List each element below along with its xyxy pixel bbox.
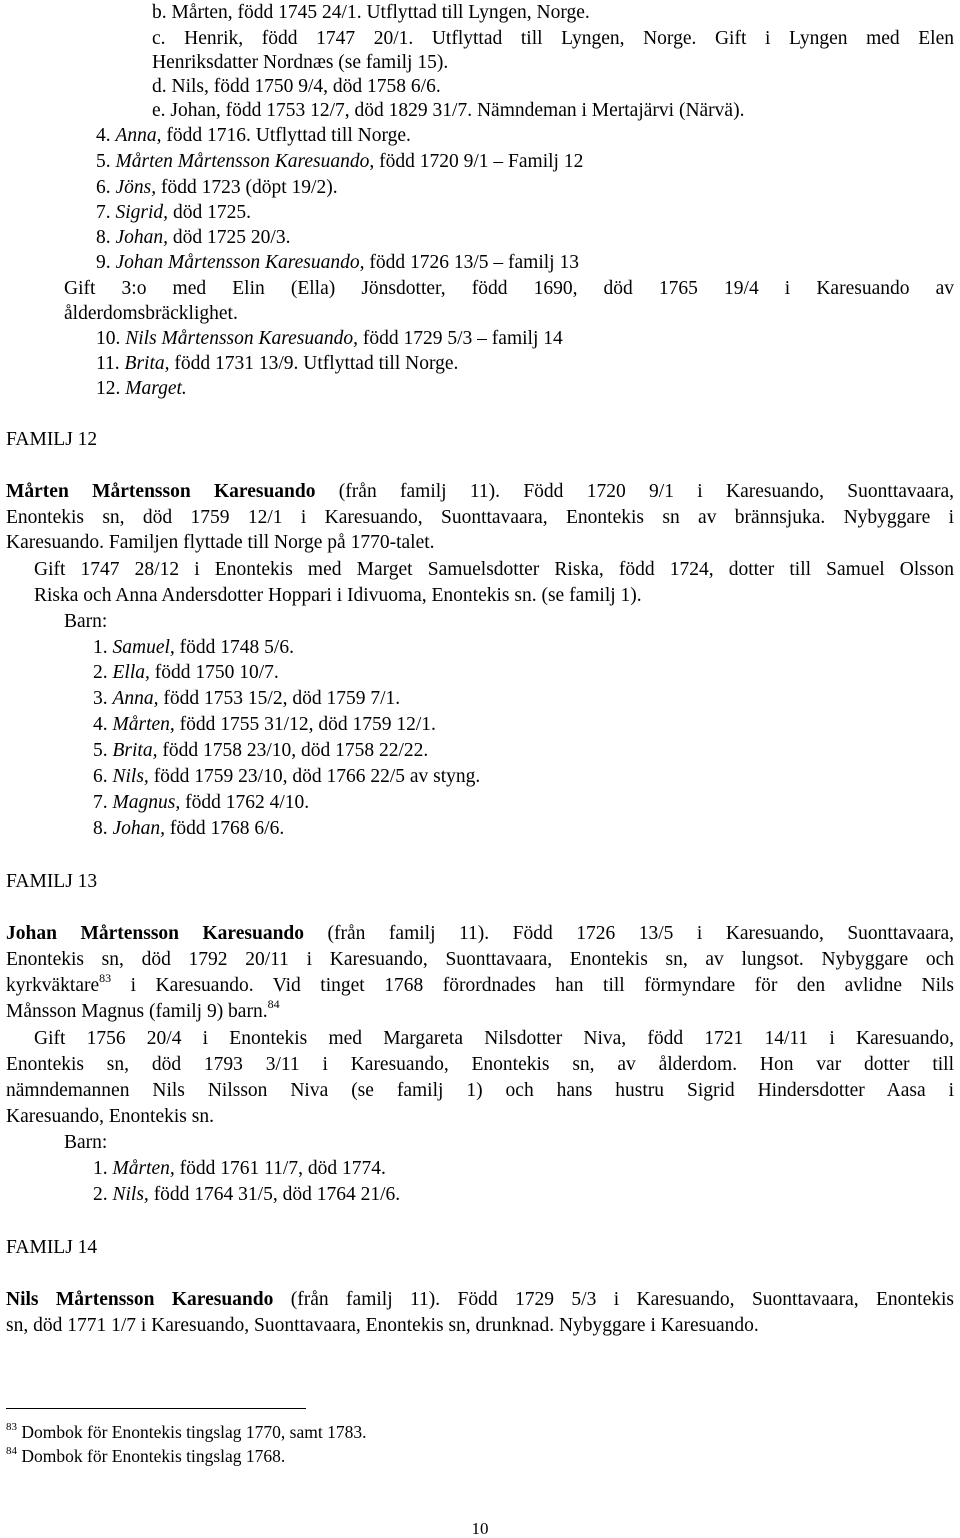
text-line: Enontekis sn, död 1793 3/11 i Karesuando, Enontekis sn, av ålderdom. Hon var dotter till — [6, 1054, 954, 1075]
child-entry: 3. Anna, född 1753 15/2, död 1759 7/1. — [93, 688, 401, 709]
text-line: e. Johan, född 1753 12/7, död 1829 31/7. Nämndeman i Mertajärvi (Närvä). — [152, 100, 745, 121]
family-heading: FAMILJ 13 — [6, 871, 98, 892]
text-line: nämndemannen Nils Nilsson Niva (se familj 1) och hans hustru Sigrid Hindersdotter Aasa i — [6, 1080, 954, 1101]
footnote-rule — [6, 1408, 306, 1409]
text-line: ålderdomsbräcklighet. — [64, 303, 238, 324]
text-line: Karesuando, Enontekis sn. — [6, 1106, 214, 1127]
family-heading: FAMILJ 14 — [6, 1237, 98, 1258]
child-entry: 1. Samuel, född 1748 5/6. — [93, 637, 294, 658]
child-entry: 4. Mårten, född 1755 31/12, död 1759 12/1. — [93, 714, 436, 735]
child-entry: 7. Magnus, född 1762 4/10. — [93, 792, 310, 813]
text-line: c. Henrik, född 1747 20/1. Utflyttad till Lyngen, Norge. Gift i Lyngen med Elen — [152, 28, 954, 49]
child-entry: 8. Johan, född 1768 6/6. — [93, 818, 285, 839]
text-line: Karesuando. Familjen flyttade till Norge på 1770-talet. — [6, 532, 435, 553]
footnote: $^{83}$ Dombok för Enontekis tingslag 1770, samt 1783. — [6, 1421, 367, 1442]
text-line: Enontekis sn, död 1759 12/1 i Karesuando, Suonttavaara, Enontekis sn av brännsjuka. Nybyggare i — [6, 507, 954, 528]
footnote-ref: 83 — [99, 971, 112, 985]
text-line: sn, död 1771 1/7 i Karesuando, Suonttavaara, Enontekis sn, drunknad. Nybyggare i Karesuando. — [6, 1315, 759, 1336]
child-entry: 7. Sigrid, död 1725. — [96, 202, 251, 223]
footnote-ref: 84 — [267, 997, 280, 1011]
text-line: Månsson Magnus (familj 9) barn.$^{84}$ — [6, 997, 280, 1022]
child-entry: 4. Anna, född 1716. Utflyttad till Norge. — [96, 125, 411, 146]
barn-label: Barn: — [64, 611, 108, 632]
page-number: 10 — [471, 1519, 489, 1538]
child-entry: 10. Nils Mårtensson Karesuando, född 1729 5/3 – familj 14 — [96, 328, 563, 349]
child-entry: 5. Mårten Mårtensson Karesuando, född 1720 9/1 – Familj 12 — [96, 151, 584, 172]
text-line: Mårten Mårtensson Karesuando (från familj 11). Född 1720 9/1 i Karesuando, Suonttavaara, — [6, 481, 954, 502]
child-entry: 6. Jöns, född 1723 (döpt 19/2). — [96, 177, 338, 198]
footnote: $^{84}$ Dombok för Enontekis tingslag 1768. — [6, 1445, 286, 1466]
child-entry: 8. Johan, död 1725 20/3. — [96, 227, 291, 248]
text-line: Henriksdatter Nordnæs (se familj 15). — [152, 52, 449, 73]
text-line: Enontekis sn, död 1792 20/11 i Karesuando, Suonttavaara, Enontekis sn, av lungsot. Nybyggare och — [6, 949, 954, 970]
child-entry: 12. Marget. — [96, 378, 187, 399]
child-entry: 5. Brita, född 1758 23/10, död 1758 22/22. — [93, 740, 429, 761]
text-line: Gift 1747 28/12 i Enontekis med Marget Samuelsdotter Riska, född 1724, dotter till Samuel Olsson — [34, 559, 954, 580]
child-entry: 2. Ella, född 1750 10/7. — [93, 662, 279, 683]
child-entry: 9. Johan Mårtensson Karesuando, född 1726 13/5 – familj 13 — [96, 252, 579, 273]
child-entry: 11. Brita, född 1731 13/9. Utflyttad till Norge. — [96, 353, 459, 374]
text-line: Johan Mårtensson Karesuando (från familj 11). Född 1726 13/5 i Karesuando, Suonttavaara, — [6, 923, 954, 944]
child-entry: 2. Nils, född 1764 31/5, död 1764 21/6. — [93, 1184, 401, 1205]
family-heading: FAMILJ 12 — [6, 429, 98, 450]
child-entry: 6. Nils, född 1759 23/10, död 1766 22/5 av styng. — [93, 766, 481, 787]
text-line: Nils Mårtensson Karesuando (från familj 11). Född 1729 5/3 i Karesuando, Suonttavaara, Enontekis — [6, 1289, 954, 1310]
text-line: Gift 3:o med Elin (Ella) Jönsdotter, född 1690, död 1765 19/4 i Karesuando av — [64, 278, 954, 299]
text-line: d. Nils, född 1750 9/4, död 1758 6/6. — [152, 76, 441, 97]
text-line: Riska och Anna Andersdotter Hoppari i Idivuoma, Enontekis sn. (se familj 1). — [34, 585, 642, 606]
text-line: kyrkväktare$^{83}$ i Karesuando. Vid tinget 1768 förordnades han till förmyndare för den avlidne Nils — [6, 971, 954, 996]
text-line: Gift 1756 20/4 i Enontekis med Margareta Nilsdotter Niva, född 1721 14/11 i Karesuando, — [34, 1028, 954, 1049]
text-line: b. Mårten, född 1745 24/1. Utflyttad till Lyngen, Norge. — [152, 2, 590, 23]
barn-label: Barn: — [64, 1132, 108, 1153]
child-entry: 1. Mårten, född 1761 11/7, död 1774. — [93, 1158, 386, 1179]
